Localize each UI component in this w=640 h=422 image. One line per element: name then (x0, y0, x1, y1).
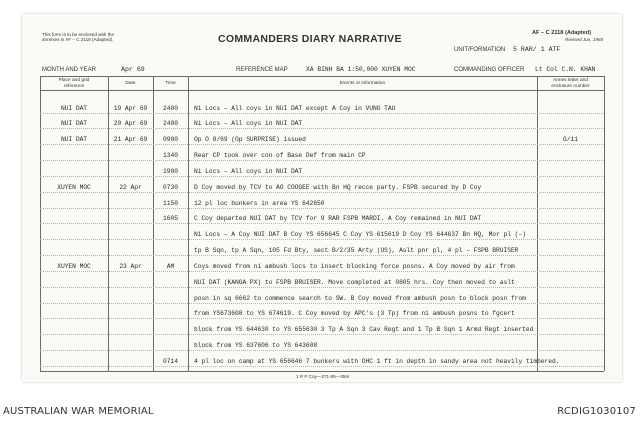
form-note-line2: annexes in AF – C 2118 (Adapted). (42, 37, 114, 42)
row-time: AM (166, 263, 175, 270)
col-header-annex: Annex letter and enclosure number (551, 78, 590, 89)
row-time: 1605 (163, 215, 178, 222)
row-rule (40, 113, 604, 114)
row-rule (40, 128, 604, 129)
row-rule (40, 303, 604, 304)
revised-date: Revised Jun, 1965 (565, 37, 604, 42)
row-time: 1340 (163, 152, 178, 159)
row-rule (40, 350, 604, 351)
table-right-border (604, 76, 605, 371)
form-note-line1: This form is to be enclosed with the (42, 32, 115, 37)
table-header-rule (40, 90, 604, 91)
row-rule (40, 239, 604, 240)
row-event: Coys moved from ni ambush locs to insert blocking force posns. A Coy moved by air from (194, 263, 515, 270)
unit-label: UNIT/FORMATION (454, 47, 506, 53)
row-rule (40, 366, 604, 367)
col-header-place: Place and grid reference (58, 78, 90, 89)
row-date: 22 Apr (119, 184, 142, 191)
row-event: posn in sq 6662 to commence search to SW. B Coy moved from ambush posn to block posn from (194, 295, 526, 302)
row-rule (40, 144, 604, 145)
row-date: 23 Apr (119, 263, 142, 270)
row-time: 0730 (163, 184, 178, 191)
col-header-events: Events or information (339, 81, 386, 86)
table-bottom-rule (40, 371, 604, 372)
printer-imprint: 1 R P Coy—271-65—35m (296, 374, 350, 379)
row-date: 19 Apr 69 (113, 105, 148, 112)
row-rule (40, 334, 604, 335)
row-rule (40, 287, 604, 288)
row-event: Ni Locs – All coys in NUI DAT except A Coy in VUNG TAU (194, 105, 396, 112)
unit-value: 5 RAR/ 1 ATF (513, 46, 561, 53)
row-event: block from YS 637606 to YS 643608 (194, 342, 318, 349)
row-event: tp B Sqn, tp A Sqn, 105 Fd Bty, sect B/2/35 Arty (US), Aslt pnr pl, 4 pl – FSPB BRUISER (194, 247, 519, 254)
archive-reference: RCDIG1030107 (557, 406, 636, 417)
row-time: 2400 (163, 120, 178, 127)
row-event: from YS673608 to YS 674619. C Coy moved by APC's (3 Tp) from ni ambush posns to fgcert (194, 310, 515, 317)
row-event: C Coy departed NUI DAT by TCV for 9 RAR FSPB MARDI. A Coy remained in NUI DAT (194, 215, 482, 222)
row-rule (40, 318, 604, 319)
row-rule (40, 160, 604, 161)
row-event: Rear CP took over con of Base Def from main CP (194, 152, 366, 159)
col-header-date: Date (125, 81, 136, 86)
diary-sheet (22, 14, 622, 382)
row-event: 12 pl loc bunkers in area YS 642650 (194, 200, 325, 207)
row-date: 21 Apr 69 (113, 136, 148, 143)
officer-value: Lt Col C.N. KHAN (535, 66, 596, 73)
page-title: COMMANDERS DIARY NARRATIVE (218, 33, 402, 45)
month-value: Apr 69 (121, 66, 145, 73)
row-time: 2400 (163, 105, 178, 112)
row-place: XUYEN MOC (57, 263, 91, 270)
row-event: Op O 8/69 (Op SURPRISE) issued (194, 136, 306, 143)
row-event: D Coy moved by TCV to AO COOGEE with Bn HQ recce party. FSPB secured by D Coy (194, 184, 482, 191)
row-time: 1900 (163, 168, 178, 175)
row-event: Ni Locs – All coys in NUI DAT (194, 168, 303, 175)
form-number: AF – C 2118 (Adapted) (532, 30, 592, 36)
row-rule (40, 208, 604, 209)
col-header-time: Time (165, 81, 176, 86)
row-place: NUI DAT (60, 105, 88, 112)
row-date: 20 Apr 69 (113, 120, 148, 127)
map-label: REFERENCE MAP (236, 67, 288, 73)
row-annex: G/11 (563, 136, 578, 143)
row-place: XUYEN MOC (57, 184, 91, 191)
row-place: NUI DAT (60, 136, 88, 143)
row-place: NUI DAT (60, 120, 88, 127)
table-top-rule (40, 76, 604, 77)
row-event: NUI DAT (KANGA PX) to FSPB BRUISER. Move completed at 0805 hrs. Coy then moved to aslt (194, 279, 515, 286)
map-value: XA BINH BA 1:50,000 XUYEN MOC (306, 66, 416, 73)
officer-label: COMMANDING OFFICER (454, 67, 525, 73)
row-time: 0714 (163, 358, 178, 365)
row-time: 0900 (163, 136, 178, 143)
row-rule (40, 176, 604, 177)
row-rule (40, 192, 604, 193)
row-time: 1150 (163, 200, 178, 207)
row-rule (40, 255, 604, 256)
row-event: 4 pl loc on camp at YS 656646 7 bunkers with OHC 1 ft in depth in sandy area not heavily timbered. (194, 358, 560, 365)
row-rule (40, 271, 604, 272)
row-event: block from YS 644630 to YS 655630 3 Tp A Sqn 3 Cav Regt and 1 Tp B Sqn 1 Armd Regt inserted (194, 326, 534, 333)
row-rule (40, 223, 604, 224)
month-label: MONTH AND YEAR (42, 67, 96, 73)
row-event: Ni Locs – A Coy NUI DAT B Coy YS 656645 C Coy YS 615619 D Coy YS 644637 Bn HQ, Mor pl (–) (194, 231, 526, 238)
archive-credit: AUSTRALIAN WAR MEMORIAL (3, 406, 154, 417)
row-event: Ni Locs – All coys in NUI DAT (194, 120, 303, 127)
